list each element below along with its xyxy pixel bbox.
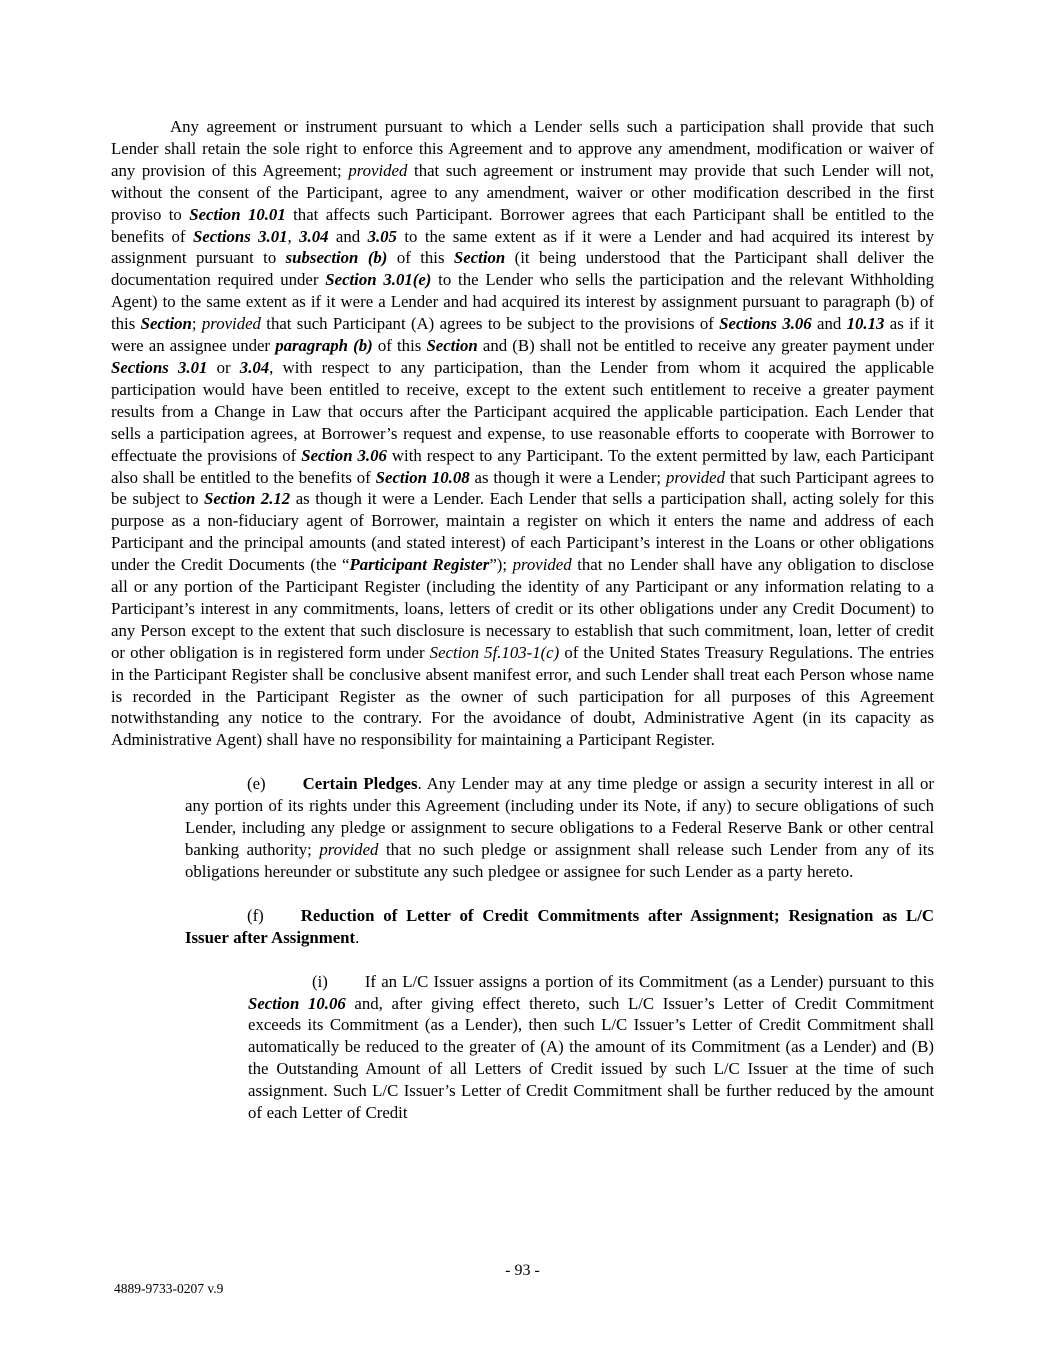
text-run: Participant Register xyxy=(349,555,490,575)
text-run: provided xyxy=(665,467,726,487)
text-run: (it being understood that the Participant shall deliver the documentation required under xyxy=(111,248,934,290)
text-run: Section xyxy=(426,336,478,356)
text-run: Section 10.01 xyxy=(189,204,286,224)
page-number: - 93 - xyxy=(505,1262,540,1279)
text-run: of this xyxy=(387,248,454,268)
text-run: 3.05 xyxy=(367,226,397,246)
text-run: 10.13 xyxy=(846,314,885,334)
text-run: 3.04 xyxy=(299,226,329,246)
text-run: , with respect to any participation, than the Lender from whom it acquired the applicable participation would have been entitled to receive, except to the extent such entitlement to receive a greater payment results from a Change in Law that occurs after the Participant acquired the applicable participation. Each Lender that sells a participation agrees, at Borrower’s request and expense, to use reasonable efforts to cooperate with Borrower to effectuate the provisions of xyxy=(111,357,934,465)
text-run: , xyxy=(287,226,300,246)
text-run: Sections 3.06 xyxy=(719,314,812,334)
text-run: Sections 3.01 xyxy=(111,357,208,377)
text-run: 3.04 xyxy=(239,357,270,377)
text-run: that no Lender shall have any obligation to disclose all or any portion of the Participant Register (including the identity of any Participant or any information relating to a Participant’s interest in any commitments, loans, letters of credit or its other obligations under any Credit Document) to any Person except to the extent that such disclosure is necessary to establish that such commitment, loan, letter of credit or other obligation is in registered form under xyxy=(111,555,934,662)
text-run: provided xyxy=(348,160,408,180)
document-id: 4889-9733-0207 v.9 xyxy=(114,1281,224,1296)
text-run: Certain Pledges xyxy=(302,774,418,794)
text-run: Section 5f.103-1(c) xyxy=(429,642,560,662)
text-run: with respect to any Participant. To the extent permitted by law, each Participant also shall be entitled to the benefits of xyxy=(111,445,934,487)
text-run: to the same extent as if it were a Lender and had acquired its interest by assignment pursuant to xyxy=(111,226,934,268)
text-run: that affects such Participant. Borrower agrees that each Participant shall be entitled to the benefits of xyxy=(111,204,935,246)
text-run: . Any Lender may at any time pledge or assign a security interest in all or any portion of its rights under this Agreement (including under its Note, if any) to secure obligations of such Lender, including any pledge or assignment to secure obligations to a Federal Reserve Bank or other central banking authority; xyxy=(185,774,934,859)
paragraph-participation-terms xyxy=(111,116,934,751)
text-run: as though it were a Lender; xyxy=(469,467,666,487)
text-run: and xyxy=(811,314,847,334)
text-run: that no such pledge or assignment shall release such Lender from any of its obligations hereunder or substitute any such pledgee or assignee for such Lender as a party hereto. xyxy=(185,840,934,881)
text-run: If an L/C Issuer assigns a portion of its Commitment (as a Lender) pursuant to this xyxy=(364,971,934,991)
text-run: Reduction of Letter of Credit Commitments after Assignment; Resignation as L/C Issuer after Assignment xyxy=(185,905,934,947)
text-run: and, after giving effect thereto, such L/C Issuer’s Letter of Credit Commitment exceeds its Commitment (as a Lender), then such L/C Issuer’s Letter of Credit Commitment shall automatically be reduced to the greater of (A) the amount of its Commitment (as a Lender) and (B) the Outstanding Amount of all Letters of Credit issued by such L/C Issuer at the time of such assignment. Such L/C Issuer’s Letter of Credit Commitment shall be further reduced by the amount of each Letter of Credit xyxy=(248,993,935,1123)
text-run: that such Participant (A) agrees to be subject to the provisions of xyxy=(260,314,720,334)
text-run: of the United States Treasury Regulations. The entries in the Participant Register shall be conclusive absent manifest error, and such Lender shall treat each Person whose name is recorded in the Participant Register as the owner of such participation for all purposes of this Agreement notwithstanding any notice to the contrary. For the avoidance of doubt, Administrative Agent (in its capacity as Administrative Agent) shall have no responsibility for maintaining a Participant Register. xyxy=(111,642,934,750)
text-run: provided xyxy=(201,314,261,334)
text-run: to the Lender who sells the participation and the relevant Withholding Agent) to the same extent as if it were a Lender and had acquired its interest by assignment pursuant to paragraph (b) of this xyxy=(111,270,935,334)
text-run: . xyxy=(355,927,360,947)
text-run: subsection (b) xyxy=(285,248,388,268)
text-run: ; xyxy=(191,314,202,334)
text-run: Section 3.01(e) xyxy=(325,270,432,290)
text-run: Section 10.06 xyxy=(248,993,346,1013)
text-run: Section xyxy=(140,314,192,334)
document-body xyxy=(111,116,934,1146)
text-run: or xyxy=(207,357,240,377)
text-run: (f) xyxy=(247,905,264,925)
text-run: as though it were a Lender. Each Lender that sells a participation shall, acting solely for this purpose as a non-fiduciary agent of Borrower, maintain a register on which it enters the name and address of each Participant and the principal amounts (and stated interest) of each Participant’s interest in the Loans or other obligations under the Credit Documents (the “ xyxy=(111,489,934,575)
text-run: that such agreement or instrument may provide that such Lender will not, without the consent of the Participant, agree to any amendment, waiver or other modification described in the first proviso to xyxy=(111,160,934,224)
text-run: (e) xyxy=(247,774,266,794)
text-run: provided xyxy=(512,555,572,575)
text-run: as if it were an assignee under xyxy=(111,314,934,356)
text-run: Section 2.12 xyxy=(204,489,291,509)
text-run: of this xyxy=(372,336,427,356)
text-run: ”); xyxy=(489,555,513,575)
text-run: Section xyxy=(453,248,506,268)
paragraph-certain-pledges xyxy=(185,773,934,883)
text-run: Sections 3.01 xyxy=(192,226,288,246)
text-run: (i) xyxy=(312,971,328,991)
text-run: Section 10.08 xyxy=(375,467,470,487)
paragraph-lc-issuer-assignment xyxy=(248,971,934,1124)
text-run: Section 3.06 xyxy=(301,445,387,465)
text-run: provided xyxy=(319,840,379,859)
text-run: and xyxy=(328,226,368,246)
paragraph-reduction-heading xyxy=(185,905,934,949)
text-run: and (B) shall not be entitled to receive any greater payment under xyxy=(477,336,934,356)
text-run: Any agreement or instrument pursuant to which a Lender sells such a participation shall provide that such Lender shall retain the sole right to enforce this Agreement and to approve any amendment, modification or waiver of any provision of this Agreement; xyxy=(111,117,934,180)
text-run: paragraph (b) xyxy=(275,336,373,356)
text-run: that such Participant agrees to be subject to xyxy=(111,467,934,509)
